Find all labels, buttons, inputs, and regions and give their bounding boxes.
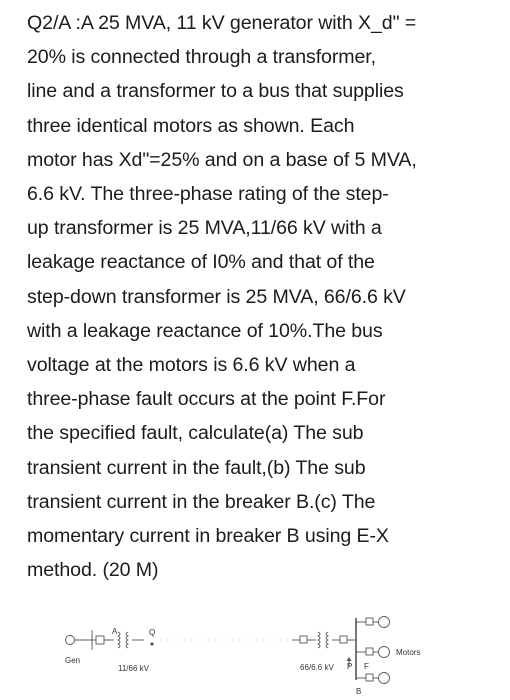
generator-symbol bbox=[66, 630, 93, 650]
question-line: three-phase fault occurs at the point F.For bbox=[27, 388, 386, 411]
motor-1 bbox=[356, 617, 390, 628]
motor-2 bbox=[356, 647, 390, 658]
question-line: transient current in the fault,(b) The sub bbox=[27, 456, 366, 479]
question-line: momentary current in breaker B using E-X bbox=[27, 525, 389, 548]
step-down-rating: 66/6.6 kV bbox=[300, 663, 334, 672]
question-line: 6.6 kV. The three-phase rating of the step- bbox=[27, 183, 389, 206]
question-line: line and a transformer to a bus that supplies bbox=[27, 80, 404, 103]
question-line: Q2/A :A 25 MVA, 11 kV generator with X_d" = bbox=[27, 12, 417, 34]
question-line: the specified fault, calculate(a) The sub bbox=[27, 422, 364, 445]
breaker-a bbox=[92, 636, 104, 644]
fault-arrow-head bbox=[347, 657, 352, 661]
motors-label: Motors bbox=[396, 648, 421, 657]
question-line: transient current in the breaker B.(c) The bbox=[27, 490, 376, 513]
label-p: P bbox=[347, 662, 353, 671]
motor-3 bbox=[356, 673, 390, 684]
question-line: with a leakage reactance of 10%.The bus bbox=[27, 319, 383, 342]
one-line-diagram bbox=[0, 600, 510, 700]
question-text bbox=[27, 6, 503, 587]
question-line: leakage reactance of I0% and that of the bbox=[27, 251, 375, 274]
gen-label: Gen bbox=[65, 656, 81, 665]
label-b: B bbox=[356, 687, 362, 696]
step-up-rating: 11/66 kV bbox=[118, 664, 149, 673]
bus-point-q bbox=[150, 642, 153, 645]
question-line: 20% is connected through a transformer, bbox=[27, 46, 376, 69]
question-line: three identical motors as shown. Each bbox=[27, 114, 355, 137]
question-line: motor has Xd"=25% and on a base of 5 MVA, bbox=[27, 148, 417, 171]
question-line: method. (20 M) bbox=[27, 559, 159, 582]
label-f: F bbox=[364, 662, 369, 671]
step-up-transformer bbox=[104, 632, 144, 648]
step-down-transformer bbox=[292, 632, 347, 648]
label-a: A bbox=[112, 627, 118, 636]
question-line: step-down transformer is 25 MVA, 66/6.6 kV bbox=[27, 285, 406, 308]
question-line: up transformer is 25 MVA,11/66 kV with a bbox=[27, 217, 382, 240]
question-line: voltage at the motors is 6.6 kV when a bbox=[27, 354, 356, 377]
label-q: Q bbox=[149, 628, 156, 637]
